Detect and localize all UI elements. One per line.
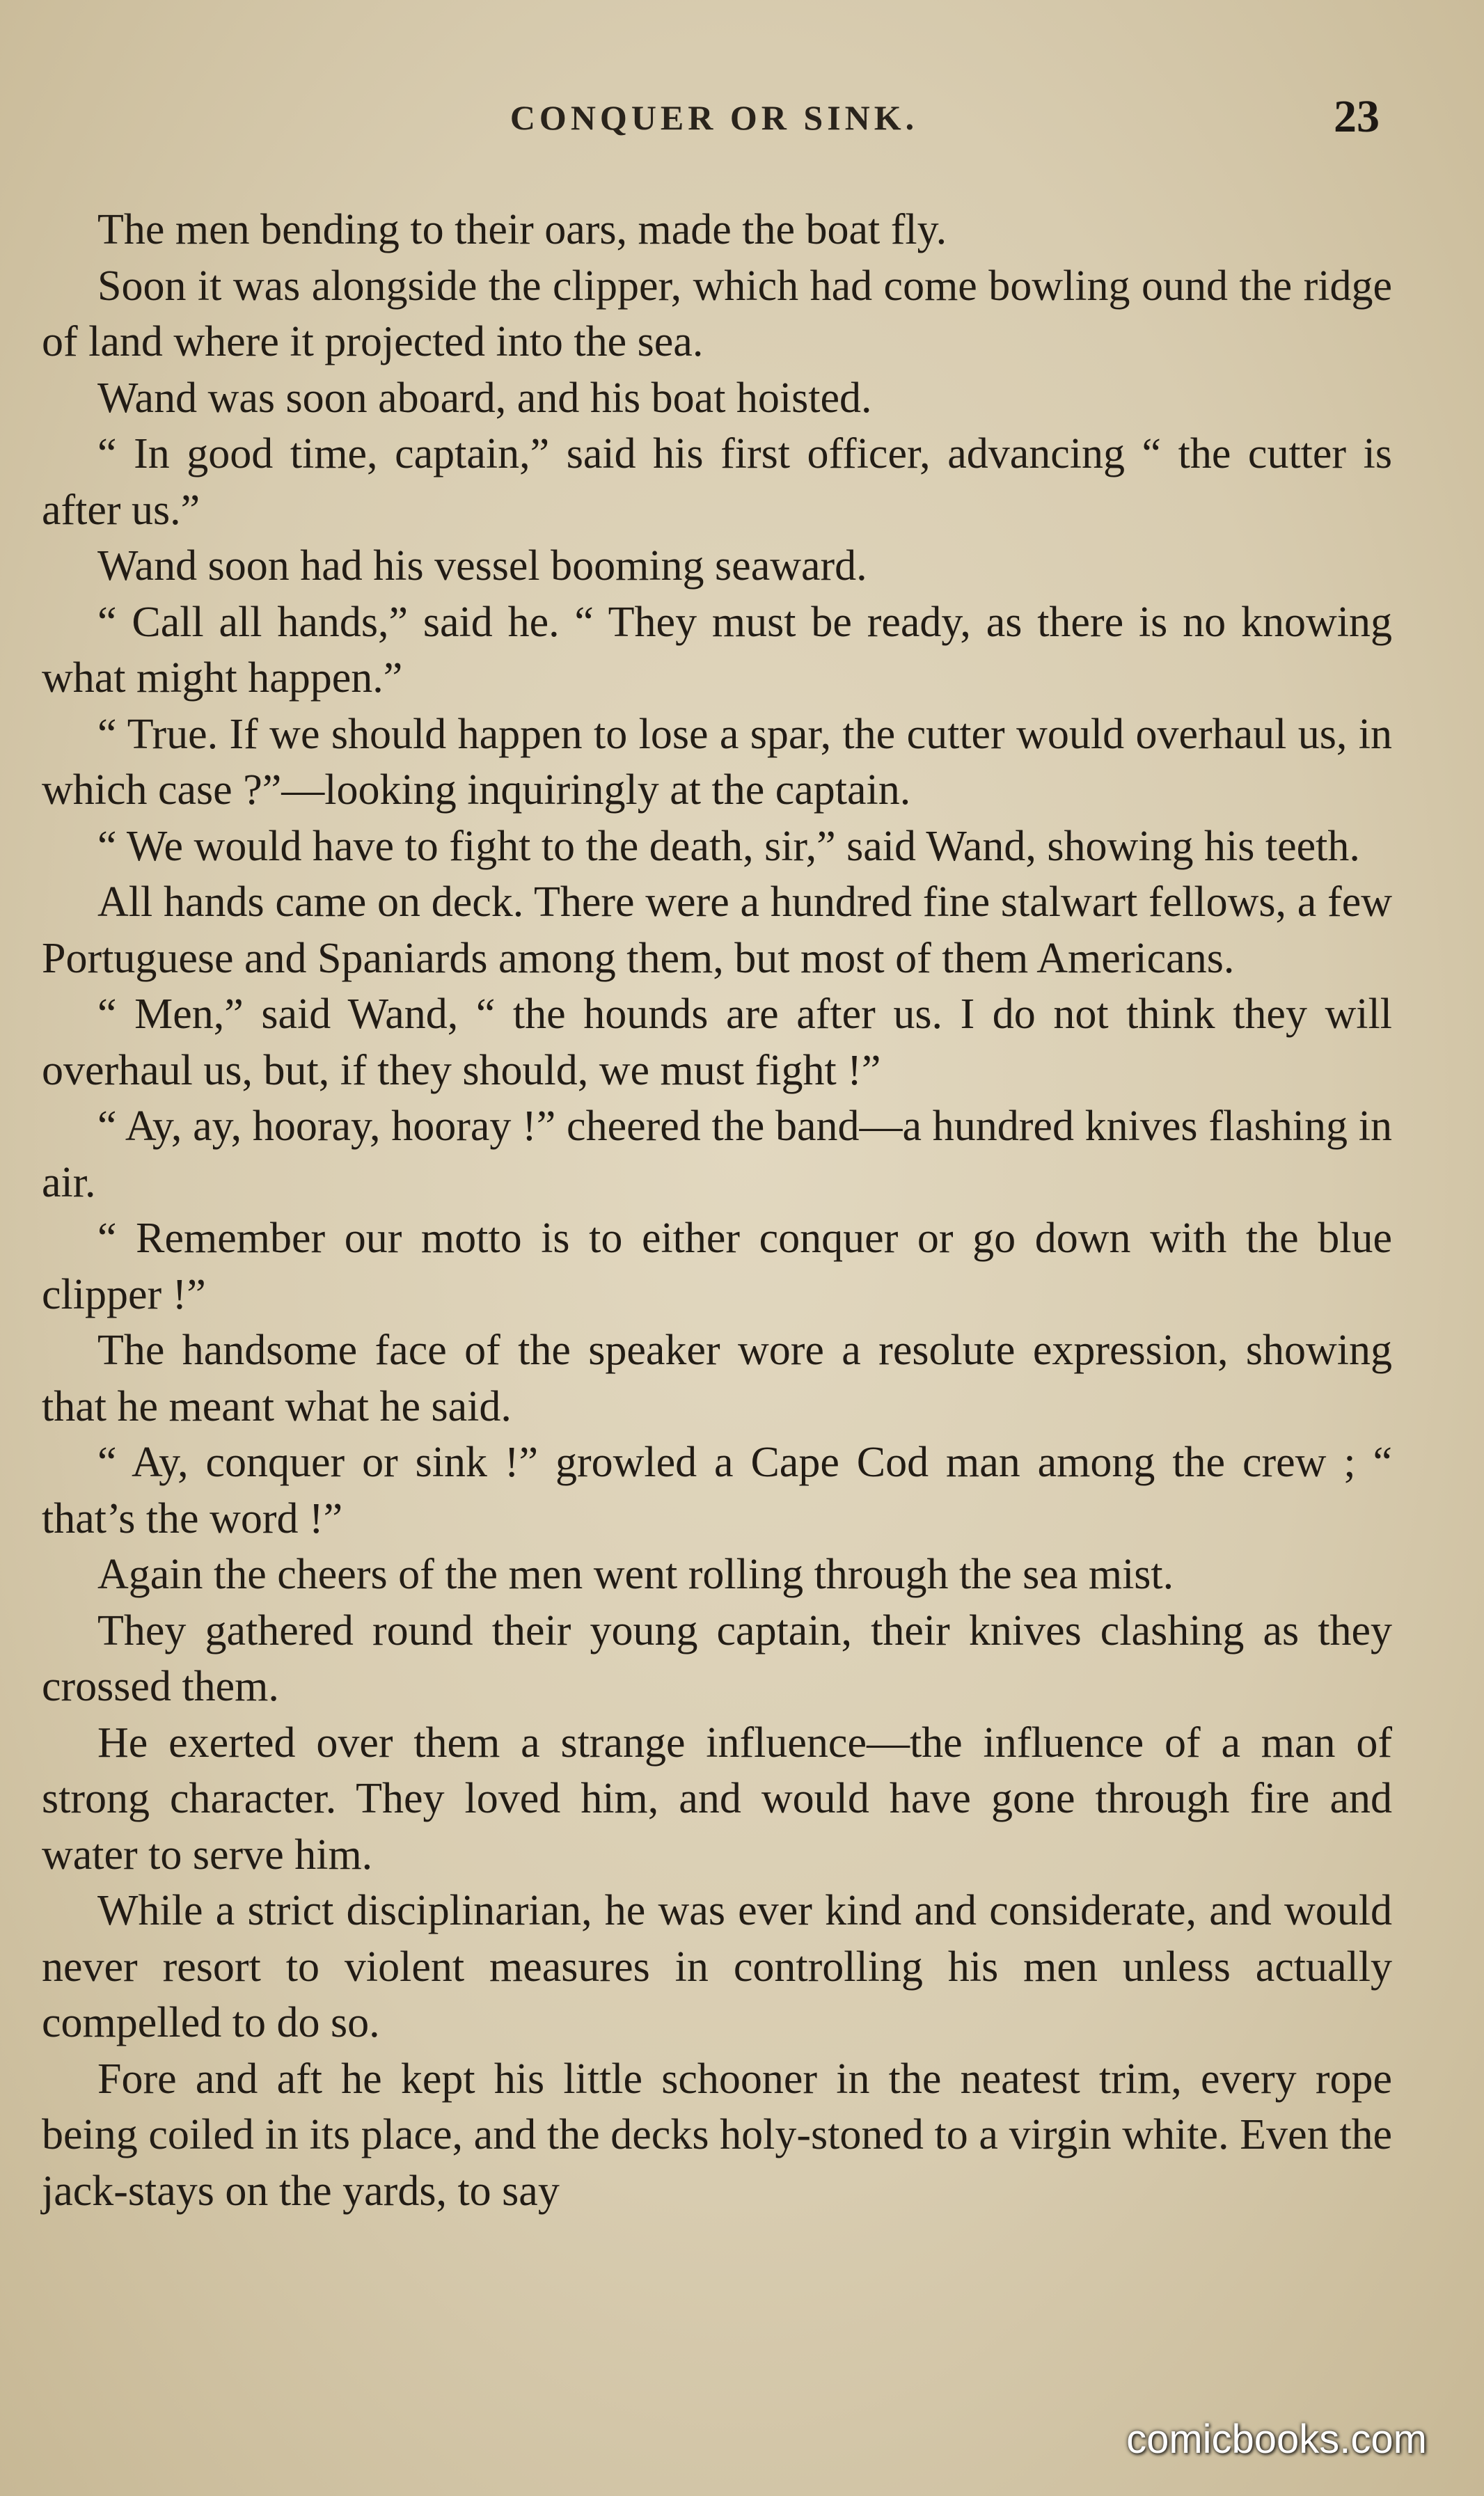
- paragraph: “ Call all hands,” said he. “ They must be ready, as there is no knowing what might happen.”: [42, 598, 1392, 702]
- paragraph: The men bending to their oars, made the boat fly.: [97, 206, 947, 253]
- paragraph: “ We would have to fight to the death, sir,” said Wand, showing his teeth.: [97, 822, 1360, 870]
- paragraph: Wand soon had his vessel booming seaward.: [97, 542, 867, 590]
- paragraph: “ Ay, conquer or sink !” growled a Cape Cod man among the crew ; “ that’s the word !”: [42, 1439, 1392, 1542]
- paragraph: “ In good time, captain,” said his first officer, advancing “ the cutter is after us.”: [42, 430, 1392, 534]
- watermark-label: comicbooks.com: [1126, 2417, 1427, 2462]
- paragraph: “ True. If we should happen to lose a spar, the cutter would overhaul us, in which case ?”—looking inquiringly at the captain.: [42, 710, 1392, 814]
- paragraph: They gathered round their young captain, their knives clashing as they crossed them.: [42, 1606, 1392, 1710]
- page-number: 23: [1334, 91, 1380, 142]
- paragraph: The handsome face of the speaker wore a resolute expression, showing that he meant what he said.: [42, 1327, 1392, 1430]
- paragraph: “ Ay, ay, hooray, hooray !” cheered the band—a hundred knives flashing in air.: [42, 1103, 1392, 1206]
- paragraph: Wand was soon aboard, and his boat hoisted.: [97, 374, 872, 422]
- paragraph: While a strict disciplinarian, he was ever kind and considerate, and would never resort to violent measures in controlling his men unless actually compelled to do so.: [42, 1887, 1392, 2046]
- paragraph: Again the cheers of the men went rolling through the sea mist.: [97, 1551, 1174, 1598]
- paragraph: He exerted over them a strange influence—the influence of a man of strong character. They loved him, and would have gone through fire and water to serve him.: [42, 1719, 1392, 1879]
- paragraph: “ Men,” said Wand, “ the hounds are after us. I do not think they will overhaul us, but, if they should, we must fight !”: [42, 990, 1392, 1094]
- paragraph: “ Remember our motto is to either conquer or go down with the blue clipper !”: [42, 1215, 1392, 1318]
- paragraph: Fore and aft he kept his little schooner in the neatest trim, every rope being coiled in its place, and the decks holy-stoned to a virgin white. Even the jack-stays on the yards, to say: [42, 2055, 1392, 2215]
- running-head: CONQUER OR SINK.: [510, 98, 919, 137]
- paragraph: All hands came on deck. There were a hundred fine stalwart fellows, a few Portuguese and Spaniards among them, but most of them Americans.: [42, 878, 1392, 982]
- paragraph: Soon it was alongside the clipper, which had come bowling ound the ridge of land where it projected into the sea.: [42, 262, 1392, 365]
- page-header: [49, 91, 1380, 146]
- body-text: [42, 202, 1392, 2219]
